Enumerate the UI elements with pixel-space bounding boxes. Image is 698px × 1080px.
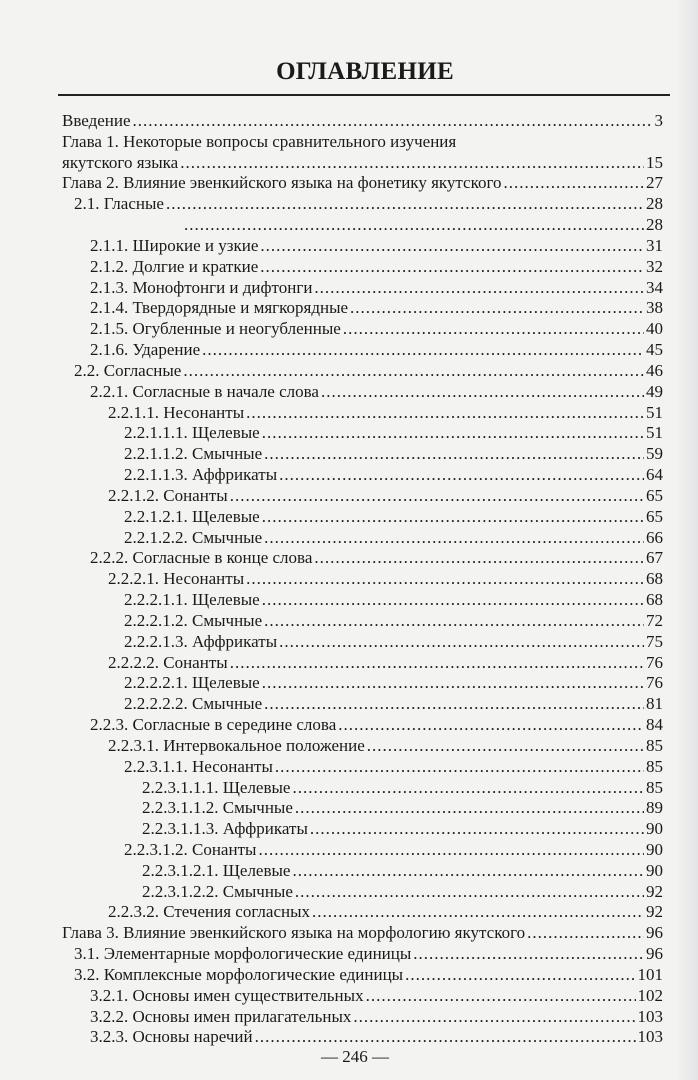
toc-entry	[62, 1007, 663, 1028]
toc-entry	[62, 861, 663, 882]
dot-leader	[258, 840, 644, 861]
page-number: — 246 —	[321, 1047, 389, 1066]
title-rule	[58, 94, 670, 96]
dot-leader	[166, 194, 644, 215]
dot-leader	[275, 757, 644, 778]
toc-entry-label: 2.2.2.2.1. Щелевые	[124, 673, 260, 693]
dot-leader	[264, 694, 644, 715]
toc-entry-label: 2.1.1. Широкие и узкие	[90, 235, 259, 255]
dot-leader	[262, 423, 644, 444]
toc-entry	[62, 715, 663, 736]
toc-entry-page: 34	[646, 277, 663, 297]
toc-entry-page: 85	[646, 735, 663, 755]
toc-entry	[62, 194, 663, 215]
toc-entry-label: 2.2.3.2. Стечения согласных	[108, 902, 311, 922]
toc-entry-label: 2.2.2. Согласные в конце слова	[90, 548, 313, 568]
toc-entry	[62, 486, 663, 507]
toc-entry-label: 2.2.3.1.1.1. Щелевые	[142, 777, 291, 797]
dot-leader	[180, 153, 644, 174]
toc-entry-page: 92	[646, 902, 663, 922]
dot-leader	[264, 444, 644, 465]
toc-entry-page: 15	[646, 152, 663, 172]
toc-entry	[62, 528, 663, 549]
toc-entry-label: 2.2.1.1.3. Аффрикаты	[124, 465, 278, 485]
toc-entry-page: 27	[646, 173, 663, 193]
dot-leader	[367, 736, 644, 757]
toc-entry-page: 45	[646, 340, 663, 360]
dot-leader	[527, 923, 644, 944]
toc-entry-label: 2.2.1. Согласные в начале слова	[90, 381, 319, 401]
dot-leader	[230, 653, 644, 674]
toc-entry-page: 96	[646, 944, 663, 964]
toc-entry-page: 81	[646, 694, 663, 714]
toc-entry-label: 2.2.1.1. Несонанты	[108, 402, 245, 422]
dot-leader	[314, 278, 644, 299]
dot-leader	[295, 882, 644, 903]
dot-leader	[350, 298, 644, 319]
toc-entry-label: 2.2.3.1.2. Сонанты	[124, 839, 257, 859]
toc-entry-label: 2.2.3.1.2.2. Смычные	[142, 881, 293, 901]
toc-entry-page: 68	[646, 569, 663, 589]
toc-entry	[62, 569, 663, 590]
dot-leader	[255, 1027, 636, 1048]
toc-entry-page: 49	[646, 381, 663, 401]
toc-entry	[62, 507, 663, 528]
dot-leader	[183, 361, 644, 382]
dot-leader	[202, 340, 644, 361]
toc-entry-page: 68	[646, 590, 663, 610]
toc-entry	[62, 215, 663, 236]
dot-leader	[260, 236, 644, 257]
toc-entry	[62, 319, 663, 340]
toc-entry-label: 2.2.1.2.2. Смычные	[124, 527, 263, 547]
toc-entry-label: 2.2. Согласные	[74, 360, 182, 380]
toc-entry	[62, 298, 663, 319]
toc-entry-label: 2.1.5. Огубленные и неогубленные	[90, 319, 341, 339]
dot-leader	[260, 257, 644, 278]
toc-entry-label: 2.1.2. Долгие и краткие	[90, 256, 259, 276]
toc-entry-label: Глава 3. Влияние эвенкийского языка на морфологию якутского	[62, 923, 526, 943]
toc-entry-label: 2.2.2.2. Сонанты	[108, 652, 228, 672]
toc-entry	[62, 840, 663, 861]
toc-entry-label: 2.2.3.1.1.2. Смычные	[142, 798, 293, 818]
toc-entry	[62, 632, 663, 653]
toc-entry-page: 89	[646, 798, 663, 818]
toc-entry-page: 28	[646, 215, 663, 235]
toc-entry	[62, 944, 663, 965]
toc-entry-page: 31	[646, 235, 663, 255]
toc-entry-page: 64	[646, 465, 663, 485]
dot-leader	[279, 632, 644, 653]
toc-entry	[62, 653, 663, 674]
dot-leader	[413, 944, 644, 965]
toc-entry-page: 90	[646, 860, 663, 880]
toc-entry-label: 3.2.3. Основы наречий	[90, 1027, 253, 1047]
dot-leader	[338, 715, 644, 736]
toc-entry-page: 103	[637, 1006, 663, 1026]
dot-leader	[366, 986, 636, 1007]
toc-entry-page: 38	[646, 298, 663, 318]
toc-entry-page: 84	[646, 715, 663, 735]
toc-entry	[62, 986, 663, 1007]
dot-leader	[343, 319, 644, 340]
toc-entry-label: 3.2.2. Основы имен прилагательных	[90, 1006, 352, 1026]
toc-entry-label: 2.2.2.1.3. Аффрикаты	[124, 631, 278, 651]
toc-entry	[62, 923, 663, 944]
dot-leader	[262, 590, 644, 611]
toc-entry-label: 2.2.2.2.2. Смычные	[124, 694, 263, 714]
toc-entry-label: 3.2. Комплексные морфологические единицы	[74, 964, 404, 984]
toc-entry-page: 102	[637, 985, 663, 1005]
toc-entry-page: 85	[646, 777, 663, 797]
toc-entry-label: 2.1.6. Ударение	[90, 340, 201, 360]
page-edge-shadow	[676, 0, 698, 1080]
toc-entry	[62, 361, 663, 382]
toc-entry-page: 65	[646, 506, 663, 526]
dot-leader	[312, 902, 644, 923]
toc-entry-page: 90	[646, 819, 663, 839]
toc-entry	[62, 882, 663, 903]
dot-leader	[310, 819, 644, 840]
toc-entry	[62, 965, 663, 986]
toc-entry	[62, 548, 663, 569]
toc-entry-label: 2.1.3. Монофтонги и дифтонги	[90, 277, 313, 297]
dot-leader	[184, 215, 644, 236]
page-title: ОГЛАВЛЕНИЕ	[276, 58, 454, 85]
dot-leader	[230, 486, 644, 507]
toc-entry-page: 76	[646, 673, 663, 693]
toc-entry	[62, 798, 663, 819]
toc-entry	[62, 382, 663, 403]
toc-entry-label: 2.2.1.2. Сонанты	[108, 485, 228, 505]
toc-entry-page: 90	[646, 839, 663, 859]
toc-entry-page: 32	[646, 256, 663, 276]
dot-leader	[264, 528, 644, 549]
toc-entry	[62, 757, 663, 778]
toc-entry-page: 46	[646, 360, 663, 380]
toc-entry-page: 85	[646, 756, 663, 776]
toc-entry-label: 2.2.2.1. Несонанты	[108, 569, 245, 589]
toc-entry	[62, 403, 663, 424]
toc-entry	[62, 132, 663, 153]
toc-entry	[62, 423, 663, 444]
toc-entry	[62, 444, 663, 465]
toc-entry-page: 51	[646, 423, 663, 443]
toc-entry-label: 2.2.1.1.2. Смычные	[124, 444, 263, 464]
toc-entry-label: 2.1.4. Твердорядные и мягкорядные	[90, 298, 349, 318]
dot-leader	[262, 507, 644, 528]
toc-entry	[62, 902, 663, 923]
toc-entry-label: якутского языка	[62, 152, 179, 172]
toc-entry-page: 51	[646, 402, 663, 422]
toc-entry-label: 3.2.1. Основы имен существительных	[90, 985, 364, 1005]
toc-entry	[62, 778, 663, 799]
toc-entry-label: 2.2.3. Согласные в середине слова	[90, 715, 337, 735]
dot-leader	[264, 611, 644, 632]
toc-entry-page: 3	[654, 111, 663, 130]
toc-entry-page: 72	[646, 610, 663, 630]
toc-entry	[62, 111, 663, 132]
dot-leader	[292, 778, 644, 799]
dot-leader	[133, 111, 653, 132]
toc-entry	[62, 340, 663, 361]
toc-entry	[62, 236, 663, 257]
toc-entry-page: 65	[646, 485, 663, 505]
toc-entry-label: 2.2.3.1.2.1. Щелевые	[142, 860, 291, 880]
dot-leader	[321, 382, 644, 403]
dot-leader	[292, 861, 644, 882]
toc-entry	[62, 465, 663, 486]
toc-entry-label: 2.2.3.1.1.3. Аффрикаты	[142, 819, 308, 839]
toc-entry	[62, 819, 663, 840]
toc-entry-label: Глава 2. Влияние эвенкийского языка на фонетику якутского	[62, 173, 502, 193]
dot-leader	[353, 1007, 635, 1028]
toc-entry-page: 40	[646, 319, 663, 339]
toc-entry-page: 75	[646, 631, 663, 651]
toc-entry-page: 76	[646, 652, 663, 672]
dot-leader	[262, 673, 644, 694]
toc-entry-label: 2.2.1.2.1. Щелевые	[124, 506, 260, 526]
toc-entry-label: 2.1. Гласные	[74, 194, 164, 214]
dot-leader	[279, 465, 644, 486]
toc-entry	[62, 278, 663, 299]
toc-entry-label: 2.2.2.1.1. Щелевые	[124, 590, 260, 610]
toc-entry	[62, 257, 663, 278]
toc-entry-label: Глава 1. Некоторые вопросы сравнительного изучения	[62, 131, 457, 151]
table-of-contents	[62, 111, 663, 1048]
toc-entry-page: 101	[637, 964, 663, 984]
toc-entry-page: 92	[646, 881, 663, 901]
toc-entry-page: 67	[646, 548, 663, 568]
toc-entry-label: 3.1. Элементарные морфологические единицы	[74, 944, 412, 964]
toc-entry	[62, 736, 663, 757]
dot-leader	[314, 548, 644, 569]
dot-leader	[246, 569, 644, 590]
dot-leader	[295, 798, 644, 819]
toc-entry-label: Введение	[62, 111, 131, 130]
toc-entry-label: 2.2.2.1.2. Смычные	[124, 610, 263, 630]
toc-entry-page: 103	[637, 1027, 663, 1047]
toc-entry	[62, 153, 663, 174]
toc-entry-page: 66	[646, 527, 663, 547]
toc-entry	[62, 590, 663, 611]
toc-entry-page: 59	[646, 444, 663, 464]
toc-entry-page: 96	[646, 923, 663, 943]
toc-entry	[62, 611, 663, 632]
toc-entry-page: 28	[646, 194, 663, 214]
toc-entry	[62, 694, 663, 715]
dot-leader	[246, 403, 644, 424]
dot-leader	[405, 965, 635, 986]
toc-entry-label: 2.2.1.1.1. Щелевые	[124, 423, 260, 443]
toc-entry	[62, 173, 663, 194]
dot-leader	[504, 173, 644, 194]
toc-entry	[62, 673, 663, 694]
toc-entry-label: 2.2.3.1.1. Несонанты	[124, 756, 273, 776]
toc-entry	[62, 1027, 663, 1048]
toc-entry-label: 2.2.3.1. Интервокальное положение	[108, 735, 365, 755]
